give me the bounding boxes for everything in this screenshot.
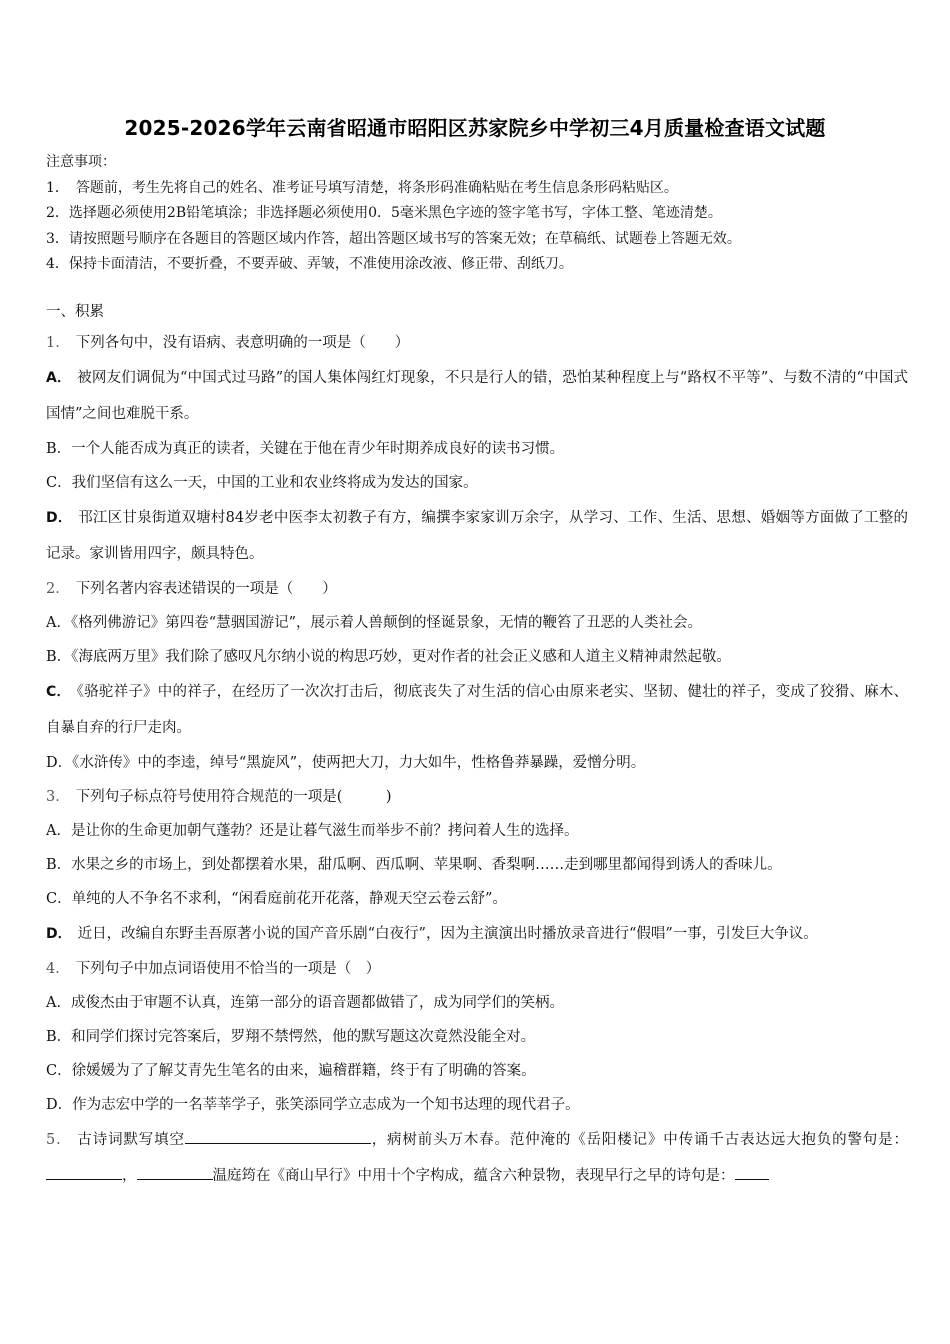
option-letter: A． [46, 615, 71, 631]
question-text: 下列句子中加点词语使用不恰当的一项是（ ） [75, 961, 381, 977]
question-number: 2． [46, 581, 70, 597]
option-letter: C． [46, 684, 71, 700]
answer-option [46, 640, 908, 674]
option-text: 一个人能否成为真正的读者，关键在于他在青少年时期养成良好的读书习惯。 [71, 441, 565, 457]
option-text: 近日，改编自东野圭吾原著小说的国产音乐剧“白夜行”，因为主演演出时播放录音进行“假唱”一事，引发巨大争议。 [77, 926, 818, 942]
answer-option [46, 500, 908, 572]
answer-option [46, 916, 908, 952]
option-text: 邗江区甘泉街道双塘村84岁老中医李太初教子有方，编撰李家家训万余字，从学习、工作、生活、思想、婚姻等方面做了工整的记录。家训皆用四字，颇具特色。 [46, 510, 909, 562]
answer-option [46, 466, 908, 500]
option-letter: B． [46, 441, 72, 457]
option-text: 作为志宏中学的一名莘莘学子，张笑添同学立志成为一个知书达理的现代君子。 [72, 1097, 580, 1113]
answer-option [46, 814, 908, 848]
answer-blank[interactable] [46, 1163, 122, 1180]
section-heading: 一、积累 [46, 304, 104, 320]
option-letter: D． [46, 510, 73, 526]
option-letter: B． [46, 857, 72, 873]
answer-option [46, 882, 908, 916]
answer-option [46, 674, 908, 746]
answer-option [46, 606, 908, 640]
answer-option [46, 746, 908, 780]
answer-blank[interactable] [735, 1163, 769, 1180]
answer-option [46, 848, 908, 882]
question-stem [46, 952, 908, 986]
question-number: 1． [46, 335, 70, 351]
option-letter: C． [46, 1063, 72, 1079]
option-text: 《格列佛游记》第四卷“慧骃国游记”，展示着人兽颠倒的怪诞景象，无情的鞭笞了丑恶的人类社会。 [70, 615, 703, 631]
option-letter: A． [46, 370, 72, 386]
question-text: 古诗词默写填空 [77, 1132, 185, 1148]
question-text: ， [122, 1168, 137, 1184]
option-letter: B． [46, 1029, 72, 1045]
option-text: 是让你的生命更加朝气蓬勃？还是让暮气滋生而举步不前？拷问着人生的选择。 [70, 823, 579, 839]
question-text: 下列句子标点符号使用符合规范的一项是( ) [75, 789, 392, 805]
question-text: 温庭筠在《商山早行》中用十个字构成，蕴含六种景物，表现早行之早的诗句是： [212, 1168, 735, 1184]
answer-option [46, 1020, 908, 1054]
option-letter: D． [46, 926, 72, 942]
option-text: 徐媛媛为了了解艾青先生笔名的由来，遍稽群籍，终于有了明确的答案。 [71, 1063, 536, 1079]
question-stem [46, 780, 908, 814]
option-letter: C． [46, 475, 72, 491]
answer-option [46, 360, 908, 432]
question-stem [46, 326, 908, 360]
exam-content [46, 298, 908, 1194]
notice-item: 4．保持卡面清洁，不要折叠，不要弄破、弄皱，不准使用涂改液、修正带、刮纸刀。 [46, 256, 573, 272]
option-text: 《骆驼祥子》中的祥子，在经历了一次次打击后，彻底丧失了对生活的信心由原来老实、坚韧、健壮的祥子，变成了狡猾、麻木、自暴自弃的行尸走肉。 [46, 684, 909, 736]
option-text: 《水浒传》中的李逵，绰号“黑旋风”，使两把大刀，力大如牛，性格鲁莽暴躁，爱憎分明。 [72, 755, 646, 771]
answer-blank[interactable] [185, 1127, 371, 1144]
option-text: 水果之乡的市场上，到处都摆着水果，甜瓜啊、西瓜啊、苹果啊、香梨啊……走到哪里都闻得到诱人的香味儿。 [71, 857, 782, 873]
option-letter: A． [46, 823, 71, 839]
fill-in-question [46, 1122, 908, 1194]
option-letter: B． [46, 649, 72, 665]
answer-option [46, 1088, 908, 1122]
answer-blank[interactable] [137, 1163, 213, 1180]
question-number: 5． [46, 1132, 72, 1148]
answer-option [46, 432, 908, 466]
notice-item: 3．请按照题号顺序在各题目的答题区域内作答，超出答题区域书写的答案无效；在草稿纸、试题卷上答题无效。 [46, 230, 741, 247]
question-text: 下列名著内容表述错误的一项是（ ） [75, 581, 337, 597]
answer-option [46, 1054, 908, 1088]
notice-block [46, 150, 916, 278]
notice-item: 1． 答题前，考生先将自己的姓名、准考证号填写清楚，将条形码准确粘贴在考生信息条形码粘贴区。 [46, 179, 678, 196]
option-text: 我们坚信有这么一天，中国的工业和农业终将成为发达的国家。 [71, 475, 478, 491]
option-text: 单纯的人不争名不求利，“闲看庭前花开花落，静观天空云卷云舒”。 [71, 891, 507, 907]
option-letter: A． [46, 995, 71, 1011]
question-text: 下列各句中，没有语病、表意明确的一项是（ ） [75, 335, 410, 351]
option-letter: D． [46, 1097, 73, 1113]
option-text: 《海底两万里》我们除了感叹凡尔纳小说的构思巧妙，更对作者的社会正义感和人道主义精神肃然起敬。 [71, 649, 731, 665]
option-text: 和同学们探讨完答案后，罗翔不禁愕然，他的默写题这次竟然没能全对。 [71, 1029, 536, 1045]
exam-title: 2025-2026学年云南省昭通市昭阳区苏家院乡中学初三4月质量检查语文试题 [124, 116, 826, 140]
question-text: ，病树前头万木春。范仲淹的《岳阳楼记》中传诵千古表达远大抱负的警句是： [370, 1132, 908, 1148]
question-stem [46, 572, 908, 606]
notice-item: 2．选择题必须使用2B铅笔填涂；非选择题必须使用0．5毫米黑色字迹的签字笔书写，字体工整、笔迹清楚。 [46, 205, 722, 221]
option-letter: D． [46, 755, 73, 771]
question-number: 3． [46, 789, 70, 805]
option-text: 成俊杰由于审题不认真，连第一部分的语音题都做错了，成为同学们的笑柄。 [70, 995, 564, 1011]
notice-heading: 注意事项： [46, 154, 116, 170]
question-number: 4． [46, 961, 70, 977]
answer-option [46, 986, 908, 1020]
option-letter: C． [46, 891, 72, 907]
option-text: 被网友们调侃为“中国式过马路”的国人集体闯红灯现象，不只是行人的错，恐怕某种程度上与“路权不平等”、与数不清的“中国式国情”之间也难脱干系。 [46, 370, 909, 422]
